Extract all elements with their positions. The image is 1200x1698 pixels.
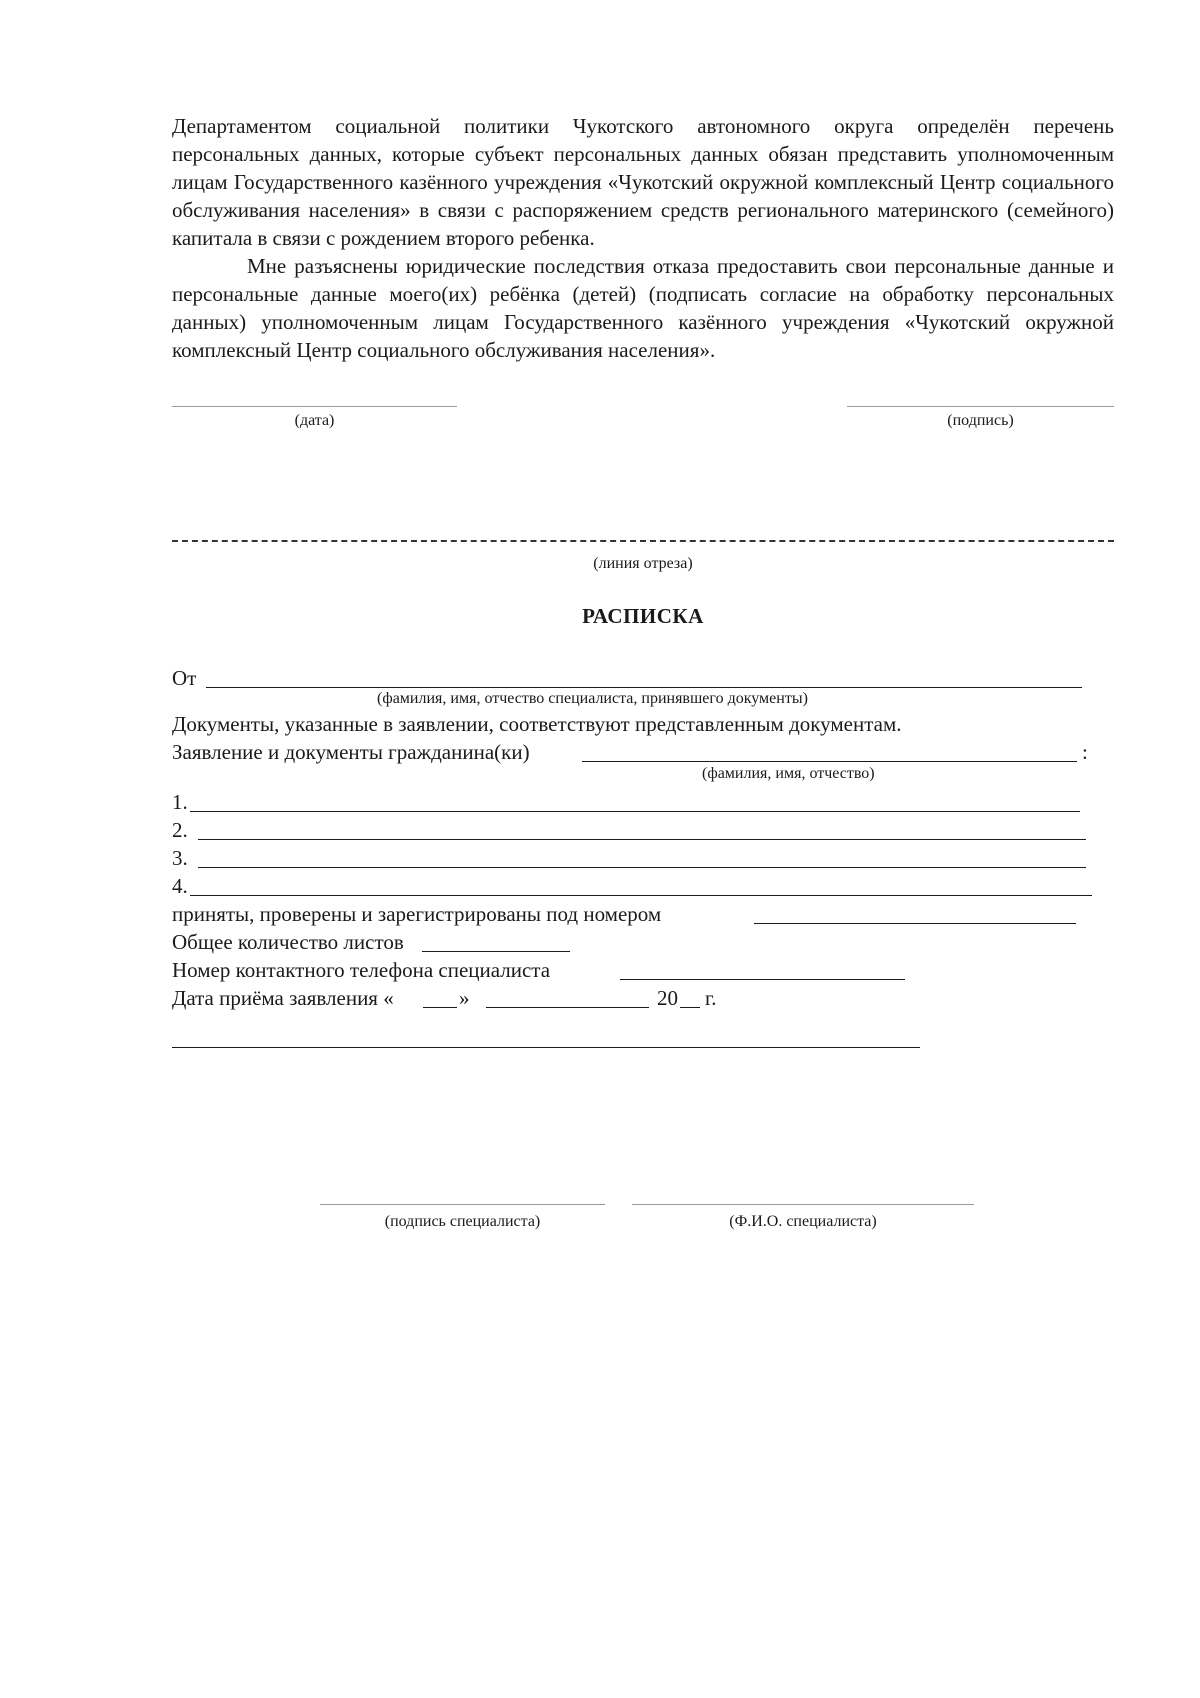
document-item-field-2[interactable] xyxy=(198,839,1086,840)
document-page xyxy=(172,112,1114,1230)
registration-number-field[interactable] xyxy=(754,923,1076,924)
year-field[interactable] xyxy=(680,1007,700,1008)
month-field[interactable] xyxy=(486,1007,649,1008)
extra-blank-field[interactable] xyxy=(172,1047,920,1048)
specialist-name-line[interactable] xyxy=(632,1204,974,1205)
specialist-signature-line[interactable] xyxy=(320,1204,605,1205)
cut-line-caption: (линия отреза) xyxy=(593,555,693,572)
application-label: Заявление и документы гражданина(ки) xyxy=(172,740,530,764)
registered-label: приняты, проверены и зарегистрированы под номером xyxy=(172,902,662,926)
consent-paragraph-1: Департаментом социальной политики Чукотского автономного округа определён перечень персональных данных, которые субъект персональных данных обязан представить уполномоченным лицам Государственного казённого учреждения «Чукотский окружной комплексный Центр социального обслуживания населения» в связи с распоряжением средств регионального материнского (семейного) капитала в связи с рождением второго ребенка. xyxy=(172,114,1114,250)
specialist-name-caption: (Ф.И.О. специалиста) xyxy=(729,1213,877,1230)
document-item-field-3[interactable] xyxy=(198,867,1086,868)
from-row xyxy=(172,664,1114,692)
from-label: От xyxy=(172,666,197,690)
signature-line[interactable] xyxy=(847,406,1114,407)
specialist-phone-field[interactable] xyxy=(620,979,905,980)
specialist-signature-caption: (подпись специалиста) xyxy=(384,1213,541,1230)
document-item-field-1[interactable] xyxy=(190,811,1080,812)
year-suffix: г. xyxy=(705,986,717,1010)
document-item-row xyxy=(172,844,1114,872)
consent-paragraph-2: Мне разъяснены юридические последствия отказа предоставить свои персональные данные и персональные данные моего(их) ребёнка (детей) (подписать согласие на обработку персональных данных) уполномоченным лицам Государственного казённого учреждения «Чукотский окружной комплексный Центр социального обслуживания населения». xyxy=(172,254,1114,362)
blank-line-row xyxy=(172,1012,1114,1054)
document-item-row xyxy=(172,816,1114,844)
item-number: 1. xyxy=(172,790,188,814)
application-colon: : xyxy=(1082,740,1088,764)
registered-row xyxy=(172,900,1114,928)
document-item-field-4[interactable] xyxy=(190,895,1092,896)
documents-match-row xyxy=(172,710,1114,738)
date-received-row xyxy=(172,984,1114,1012)
phone-label: Номер контактного телефона специалиста xyxy=(172,958,551,982)
documents-match-text: Документы, указанные в заявлении, соответствуют представленным документам. xyxy=(172,712,902,736)
item-number: 4. xyxy=(172,874,188,898)
signature-caption: (подпись) xyxy=(947,412,1014,429)
date-received-label: Дата приёма заявления « xyxy=(172,986,394,1010)
date-quote-close: » xyxy=(459,986,470,1010)
document-item-row xyxy=(172,788,1114,816)
phone-row xyxy=(172,956,1114,984)
document-item-row xyxy=(172,872,1114,900)
cut-line xyxy=(172,540,1114,542)
year-prefix: 20 xyxy=(657,986,678,1010)
receipt-form xyxy=(172,664,1114,1054)
sheets-count-field[interactable] xyxy=(422,951,570,952)
day-field[interactable] xyxy=(423,1007,457,1008)
application-row xyxy=(172,738,1114,766)
item-number: 3. xyxy=(172,846,188,870)
date-caption: (дата) xyxy=(294,412,335,429)
from-caption: (фамилия, имя, отчество специалиста, принявшего документы) xyxy=(377,690,808,707)
sheets-label: Общее количество листов xyxy=(172,930,404,954)
applicant-name-field[interactable] xyxy=(582,761,1077,762)
consent-signature-row xyxy=(172,406,1114,466)
date-line[interactable] xyxy=(172,406,457,407)
sheets-row xyxy=(172,928,1114,956)
item-number: 2. xyxy=(172,818,188,842)
from-field[interactable] xyxy=(206,687,1082,688)
applicant-caption: (фамилия, имя, отчество) xyxy=(702,765,875,782)
receipt-title: РАСПИСКА xyxy=(582,604,704,628)
